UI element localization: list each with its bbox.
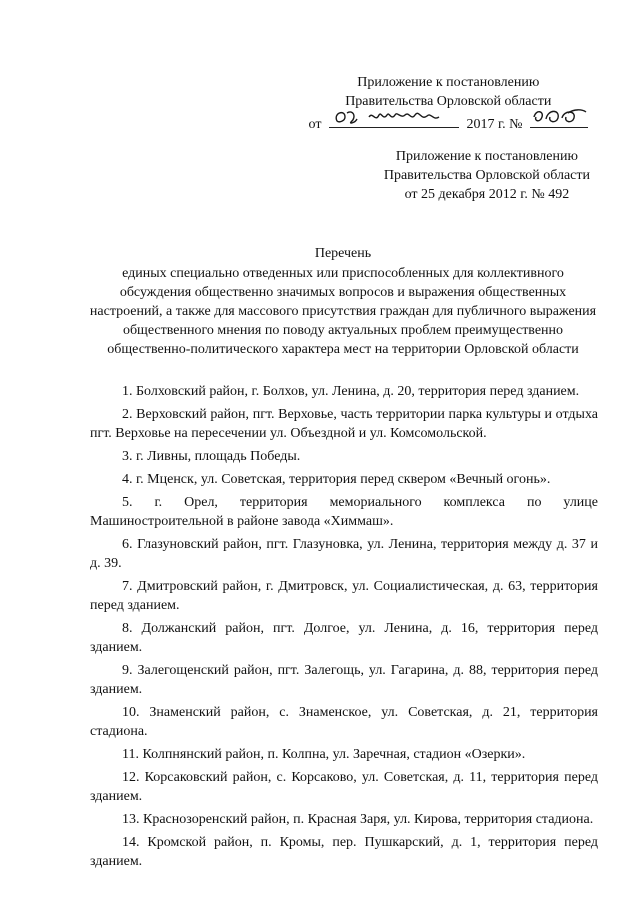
handwritten-date-scribble [329,107,459,127]
handwritten-date [329,111,459,128]
appendix-header-current [309,73,588,134]
orig-header-line-1: Приложение к постановлению [395,149,578,164]
list-item: 14. Кромской район, п. Кромы, пер. Пушкарский, д. 1, территория перед зданием. [90,835,598,869]
list-item: 8. Должанский район, пгт. Долгое, ул. Ленина, д. 16, территория перед зданием. [90,621,598,655]
handwritten-number-scribble [530,107,588,127]
handwritten-number [530,111,588,128]
list-item: 10. Знаменский район, с. Знаменское, ул. Советская, д. 21, территория стадиона. [90,705,598,739]
places-list [90,382,598,875]
list-item: 3. г. Ливны, площадь Победы. [122,449,301,464]
list-item: 6. Глазуновский район, пгт. Глазуновка, ул. Ленина, территория между д. 37 и д. 39. [90,537,598,571]
list-item: 7. Дмитровский район, г. Дмитровск, ул. Социалистическая, д. 63, территория перед зданием. [90,579,598,613]
list-item: 9. Залегощенский район, пгт. Залегощь, ул. Гагарина, д. 88, территория перед зданием. [90,663,598,697]
list-item: 1. Болховский район, г. Болхов, ул. Ленина, д. 20, территория перед зданием. [122,384,580,399]
orig-header-line-2: Правительства Орловской области [383,168,590,183]
header-year: 2017 г. № [466,117,523,132]
appendix-header-original [384,147,590,204]
list-item: 2. Верховский район, пгт. Верховье, часть территории парка культуры и отдыха пгт. Верховье на пересечении ул. Объездной и ул. Комсомольской. [90,407,598,441]
list-item: 13. Краснозоренский район, п. Красная Заря, ул. Кирова, территория стадиона. [122,812,594,827]
title-heading: Перечень [314,246,372,261]
header-line-1: Приложение к постановлению [357,75,540,90]
document-title [88,244,598,359]
list-item: 4. г. Мценск, ул. Советская, территория перед сквером «Вечный огонь». [122,472,551,487]
list-item: 11. Колпнянский район, п. Колпна, ул. Заречная, стадион «Озерки». [122,747,526,762]
header-line-2: Правительства Орловской области [345,94,552,109]
header-date-line [309,111,588,134]
list-item: 12. Корсаковский район, с. Корсаково, ул. Советская, д. 11, территория перед зданием. [90,770,598,804]
orig-header-line-3: от 25 декабря 2012 г. № 492 [404,187,570,202]
list-item: 5. г. Орел, территория мемориального комплекса по улице Машиностроительной в районе завода «Химмаш». [90,495,598,529]
header-prefix: от [308,117,322,132]
title-body: единых специально отведенных или приспособленных для коллективного обсуждения общественно значимых вопросов и выражения общественных настроений, а также для массового присутствия граждан для публичного выражения общественного мнения по поводу актуальных проблем преимущественно общественно-политического характера мест на территории Орловской области [89,266,597,357]
